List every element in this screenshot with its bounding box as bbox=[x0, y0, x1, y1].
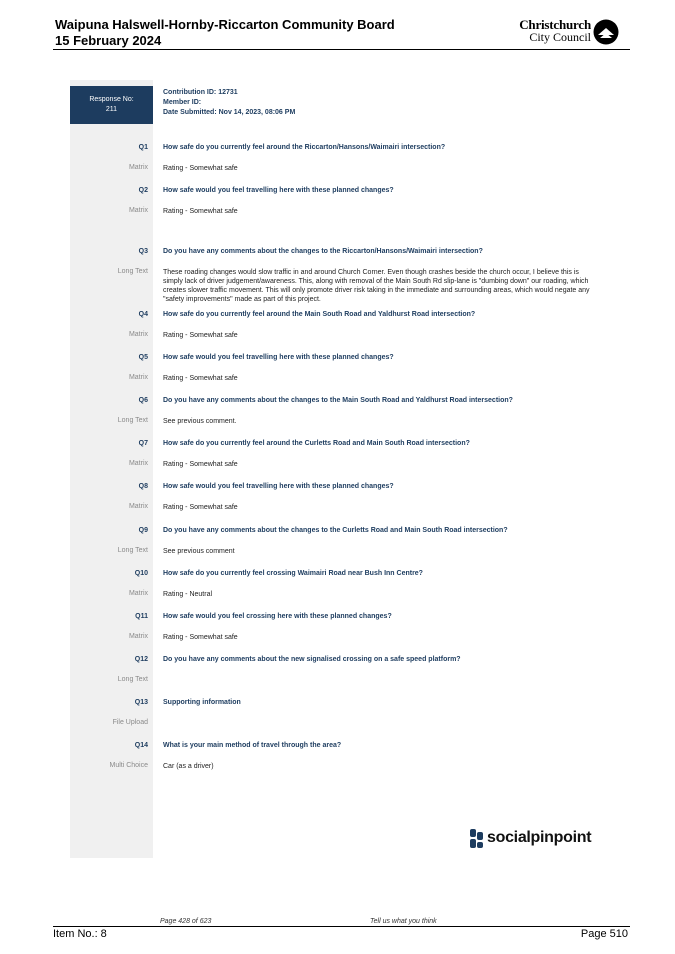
question-text: How safe do you currently feel around the Main South Road and Yaldhurst Road intersection? bbox=[163, 311, 476, 318]
socialpinpoint-icon bbox=[470, 829, 484, 849]
question-text: How safe would you feel travelling here with these planned changes? bbox=[163, 187, 394, 194]
logo-line1: Christchurch bbox=[519, 17, 591, 32]
question-number: Q3 bbox=[138, 248, 148, 255]
date-submitted: Date Submitted: Nov 14, 2023, 08:06 PM bbox=[163, 109, 296, 116]
answer-type: File Upload bbox=[112, 719, 148, 726]
question-number: Q11 bbox=[135, 613, 148, 620]
footer-tagline: Tell us what you think bbox=[370, 918, 437, 925]
question-number: Q7 bbox=[138, 440, 148, 447]
agenda-page-number: Page 510 bbox=[580, 928, 628, 940]
answer-text: Rating - Somewhat safe bbox=[163, 461, 238, 468]
answer-type: Long Text bbox=[117, 547, 148, 554]
response-number: 211 bbox=[105, 106, 118, 113]
question-number: Q10 bbox=[134, 570, 148, 577]
answer-type: Matrix bbox=[128, 590, 148, 597]
question-text: Do you have any comments about the changes to the Curletts Road and Main South Road intersection? bbox=[163, 527, 508, 534]
question-number: Q12 bbox=[134, 656, 148, 663]
answer-type: Matrix bbox=[128, 503, 148, 510]
answer-type: Matrix bbox=[128, 374, 148, 381]
board-name: Waipuna Halswell-Hornby-Riccarton Community Board bbox=[55, 17, 395, 32]
question-number: Q4 bbox=[138, 311, 148, 318]
answer-text: Rating - Somewhat safe bbox=[163, 208, 238, 215]
question-text: What is your main method of travel through the area? bbox=[163, 742, 342, 749]
question-text: How safe do you currently feel crossing Waimairi Road near Bush Inn Centre? bbox=[163, 570, 423, 577]
question-text: Do you have any comments about the changes to the Riccarton/Hansons/Waimairi intersection? bbox=[163, 248, 483, 255]
council-logo bbox=[515, 18, 630, 46]
question-text: Do you have any comments about the new signalised crossing on a safe speed platform? bbox=[163, 656, 461, 663]
contribution-id: Contribution ID: 12731 bbox=[163, 89, 238, 96]
answer-text: Rating - Somewhat safe bbox=[163, 332, 238, 339]
question-number: Q2 bbox=[138, 187, 148, 194]
question-text: How safe do you currently feel around the Curletts Road and Main South Road intersection? bbox=[163, 440, 470, 447]
answer-text: Rating - Somewhat safe bbox=[163, 504, 238, 511]
question-text: How safe would you feel travelling here with these planned changes? bbox=[163, 354, 394, 361]
council-emblem-icon bbox=[593, 19, 619, 45]
footer-rule bbox=[53, 926, 630, 927]
question-text: How safe would you feel crossing here with these planned changes? bbox=[163, 613, 392, 620]
response-label: Response No: bbox=[89, 96, 134, 103]
answer-type: Long Text bbox=[117, 268, 148, 275]
answer-type: Matrix bbox=[128, 460, 148, 467]
question-number: Q14 bbox=[134, 742, 148, 749]
answer-text: Rating - Somewhat safe bbox=[163, 375, 238, 382]
question-number: Q13 bbox=[134, 699, 148, 706]
answer-type: Matrix bbox=[128, 331, 148, 338]
answer-text: Rating - Somewhat safe bbox=[163, 165, 238, 172]
logo-line2: City Council bbox=[529, 30, 591, 44]
answer-text: These roading changes would slow traffic in and around Church Corner. Even though crashes beside the church occur, I believe this is simply lack of driver judgement/awareness. This, along with removal of the Main South Rd slip-lane is "dumbing down" our roading, which creates slower traffic movement. This will only promote driver risk taking in the immediate and surrounding areas, which would negate any "safety improvements" made as part of this project. bbox=[163, 269, 590, 303]
response-card bbox=[70, 80, 610, 925]
submission-meta bbox=[163, 88, 295, 118]
answer-text: See previous comment bbox=[163, 548, 235, 555]
header-title bbox=[55, 17, 395, 49]
response-number-box bbox=[70, 86, 153, 124]
answer-type: Long Text bbox=[117, 676, 148, 683]
header-rule bbox=[53, 49, 630, 50]
answer-text: Rating - Somewhat safe bbox=[163, 634, 238, 641]
footer-page-number: Page 428 of 623 bbox=[160, 918, 212, 925]
question-text: Do you have any comments about the changes to the Main South Road and Yaldhurst Road intersection? bbox=[163, 397, 513, 404]
answer-type: Matrix bbox=[128, 633, 148, 640]
answer-type: Matrix bbox=[128, 164, 148, 171]
question-number: Q8 bbox=[138, 483, 148, 490]
answer-type: Multi Choice bbox=[109, 762, 148, 769]
question-text: Supporting information bbox=[163, 699, 241, 706]
answer-text: Rating - Neutral bbox=[163, 591, 213, 598]
question-number: Q1 bbox=[138, 144, 148, 151]
question-text: How safe do you currently feel around the Riccarton/Hansons/Waimairi intersection? bbox=[163, 144, 446, 151]
item-number: Item No.: 8 bbox=[53, 928, 107, 940]
meeting-date: 15 February 2024 bbox=[55, 33, 162, 48]
question-number: Q6 bbox=[138, 397, 148, 404]
question-text: How safe would you feel travelling here with these planned changes? bbox=[163, 483, 394, 490]
question-number: Q9 bbox=[138, 527, 148, 534]
member-id: Member ID: bbox=[163, 99, 202, 106]
answer-type: Matrix bbox=[128, 207, 148, 214]
answer-type: Long Text bbox=[117, 417, 148, 424]
socialpinpoint-wordmark: socialpinpoint bbox=[487, 829, 592, 846]
answer-text: Car (as a driver) bbox=[163, 763, 214, 770]
answer-text: See previous comment. bbox=[163, 418, 237, 425]
question-number: Q5 bbox=[138, 354, 148, 361]
